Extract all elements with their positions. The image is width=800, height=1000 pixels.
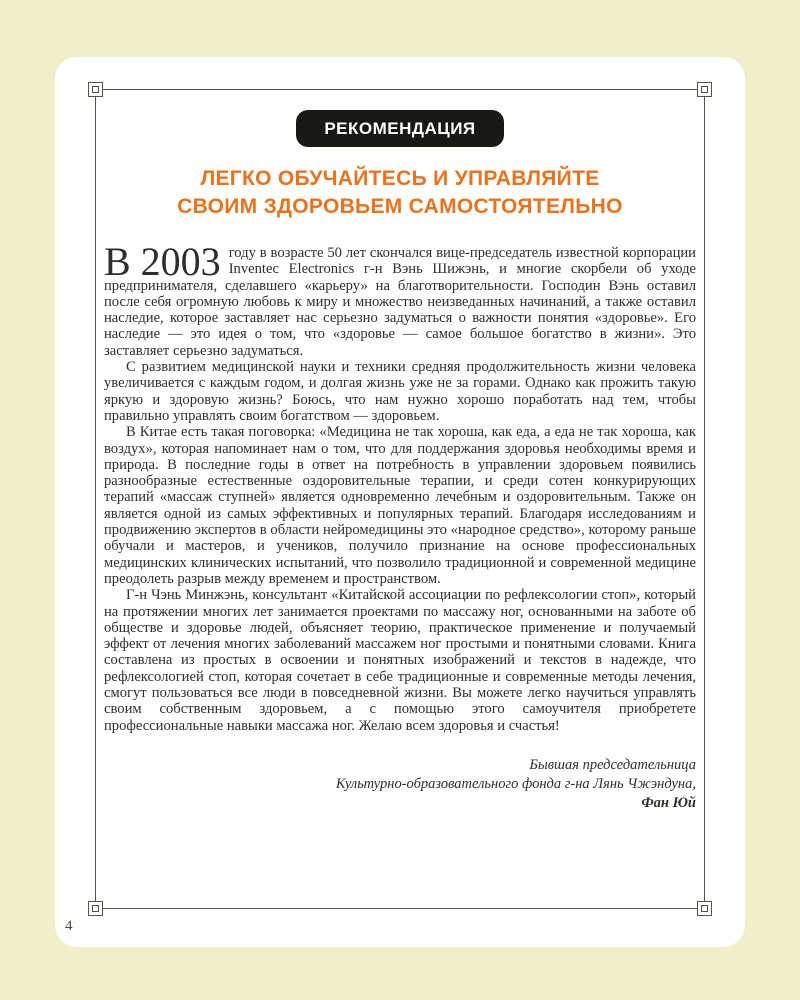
- signature-organization-line: Культурно-образовательного фонда г-на Лянь Чжэндуна,: [335, 775, 696, 792]
- drop-cap: В 2003: [104, 239, 221, 284]
- recommendation-badge-label: РЕКОМЕНДАЦИЯ: [324, 119, 476, 138]
- corner-inner-square: [701, 86, 708, 93]
- corner-inner-square: [92, 905, 99, 912]
- page-number: 4: [65, 918, 73, 934]
- recommendation-badge: [296, 110, 503, 147]
- frame-corner-ornament-top-right: [697, 82, 712, 97]
- book-page-card: [55, 57, 745, 947]
- decorative-frame: [95, 89, 705, 909]
- section-title-line-1: ЛЕГКО ОБУЧАЙТЕСЬ И УПРАВЛЯЙТЕ: [200, 167, 600, 190]
- corner-inner-square: [701, 905, 708, 912]
- paragraph-1-text: году в возрасте 50 лет скончался вице-председатель известной корпорации Inventec Electronics г-н Вэнь Шижэнь, и многие скорбели об уходе предпринимателя, сделавшего «карьеру» на благотворительности. Господин Вэнь оставил после себя огромную любовь к миру и множество неизведанных начинаний, а также оставил наследие, которое заставляет нас серьезно задуматься о важности понятия «здоровье». Его наследие — это идея о том, что «здоровье — самое большое богатство в жизни». Это заставляет серьезно задуматься.: [104, 245, 696, 359]
- signature-block: [104, 756, 696, 813]
- paragraph-4: Г-н Чэнь Минжэнь, консультант «Китайской ассоциации по рефлексологии стоп», который на протяжении многих лет занимается проектами по массажу ног, основанными на заботе об обществе и здоровье людей, объясняет теорию, практическое применение и получаемый эффект от лечения многих заболеваний массажем ног простыми и понятными словами. Книга составлена из простых в освоении и понятных изображений и текстов в надежде, что рефлексологией стоп, которая сочетает в себе традиционные и современные методы лечения, смогут пользоваться все люди в повседневной жизни. Вы можете легко научиться управлять своим собственным здоровьем, а с помощью этого самоучителя приобретете профессиональные навыки массажа ног. Желаю всем здоровья и счастья!: [104, 587, 696, 734]
- paragraph-1: [104, 239, 696, 359]
- paragraph-3: В Китае есть такая поговорка: «Медицина не так хороша, как еда, а еда не так хороша, как воздух», которая напоминает нам о том, что для поддержания здоровья необходимы время и природа. В последние годы в ответ на потребность в управлении здоровьем появились разнообразные естественные оздоровительные терапии, и среди сотен конкурирующих терапий «массаж ступней» является одновременно лечебным и оздоровительным. Также он является одной из самых эффективных и популярных терапий. Благодаря исследованиям и продвижению экспертов в области нейромедицины это «народное средство», которому раньше обучали и мастеров, и учеников, получило признание на основе профессиональных медицинских клинических испытаний, что позволило традиционной и современной медицине преодолеть разрыв между временем и пространством.: [104, 424, 696, 587]
- paragraph-2: С развитием медицинской науки и техники средняя продолжительность жизни человека увеличивается с каждым годом, и долгая жизнь уже не за горами. Однако как прожить такую яркую и здоровую жизнь? Боюсь, что нам нужно хорошо поработать над тем, чтобы правильно управлять своим богатством — здоровьем.: [104, 359, 696, 424]
- frame-corner-ornament-top-left: [88, 82, 103, 97]
- corner-inner-square: [92, 86, 99, 93]
- frame-corner-ornament-bottom-right: [697, 901, 712, 916]
- signature-title-line: Бывшая председательница: [529, 756, 696, 773]
- signature-name: Фан Юй: [641, 794, 696, 811]
- section-title-line-2: СВОИМ ЗДОРОВЬЕМ САМОСТОЯТЕЛЬНО: [177, 195, 623, 218]
- article-body: [104, 239, 696, 734]
- frame-corner-ornament-bottom-left: [88, 901, 103, 916]
- section-title: [177, 165, 623, 221]
